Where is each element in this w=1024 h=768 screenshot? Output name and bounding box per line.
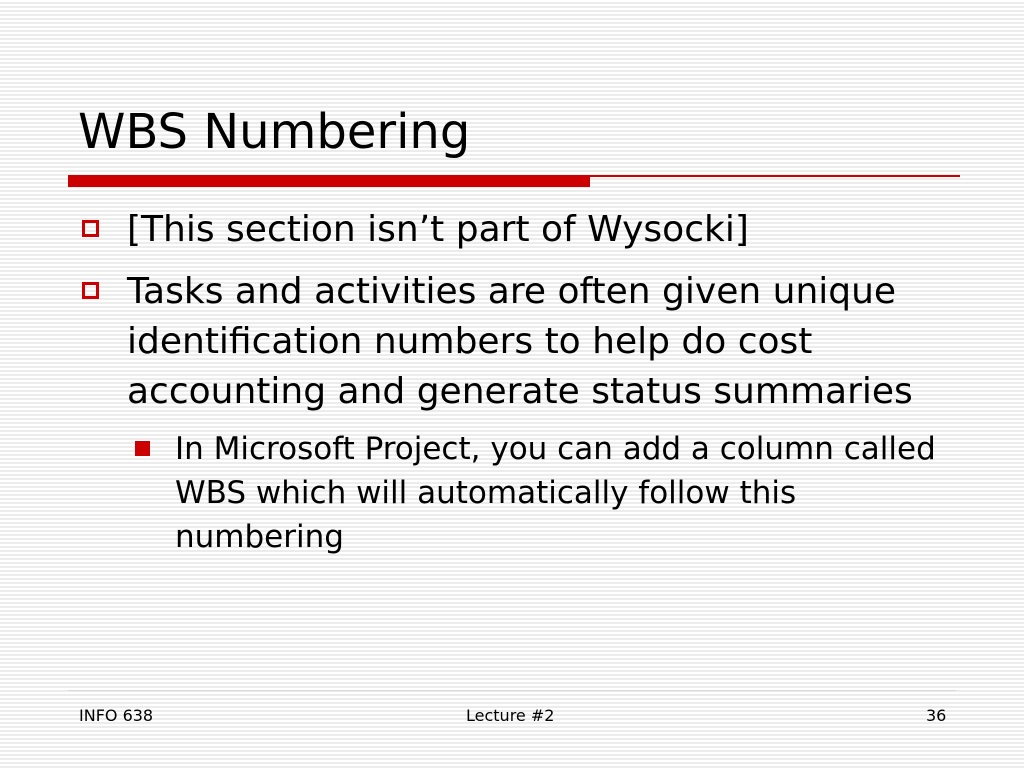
bullet-item (78, 205, 958, 255)
sub-bullet-item (127, 427, 958, 559)
filled-square-bullet-icon (135, 441, 150, 456)
slide-number: 36 (926, 706, 947, 725)
bullet-text: Tasks and activities are often given unique identification numbers to help do cost accounting and generate status summaries (127, 271, 913, 412)
hollow-square-bullet-icon (82, 220, 99, 237)
hollow-square-bullet-icon (82, 282, 99, 299)
bullet-list (78, 205, 958, 559)
title-underline-thin (590, 175, 960, 177)
slide-title: WBS Numbering (78, 104, 471, 160)
bullet-text: [This section isn’t part of Wysocki] (127, 209, 749, 250)
footer-divider (68, 690, 956, 691)
bullet-item (78, 267, 958, 417)
footer-course: INFO 638 (79, 706, 154, 725)
footer-lecture: Lecture #2 (466, 706, 555, 725)
sub-bullet-text: In Microsoft Project, you can add a column called WBS which will automatically follow this numbering (175, 431, 936, 555)
title-underline-thick (68, 175, 590, 187)
